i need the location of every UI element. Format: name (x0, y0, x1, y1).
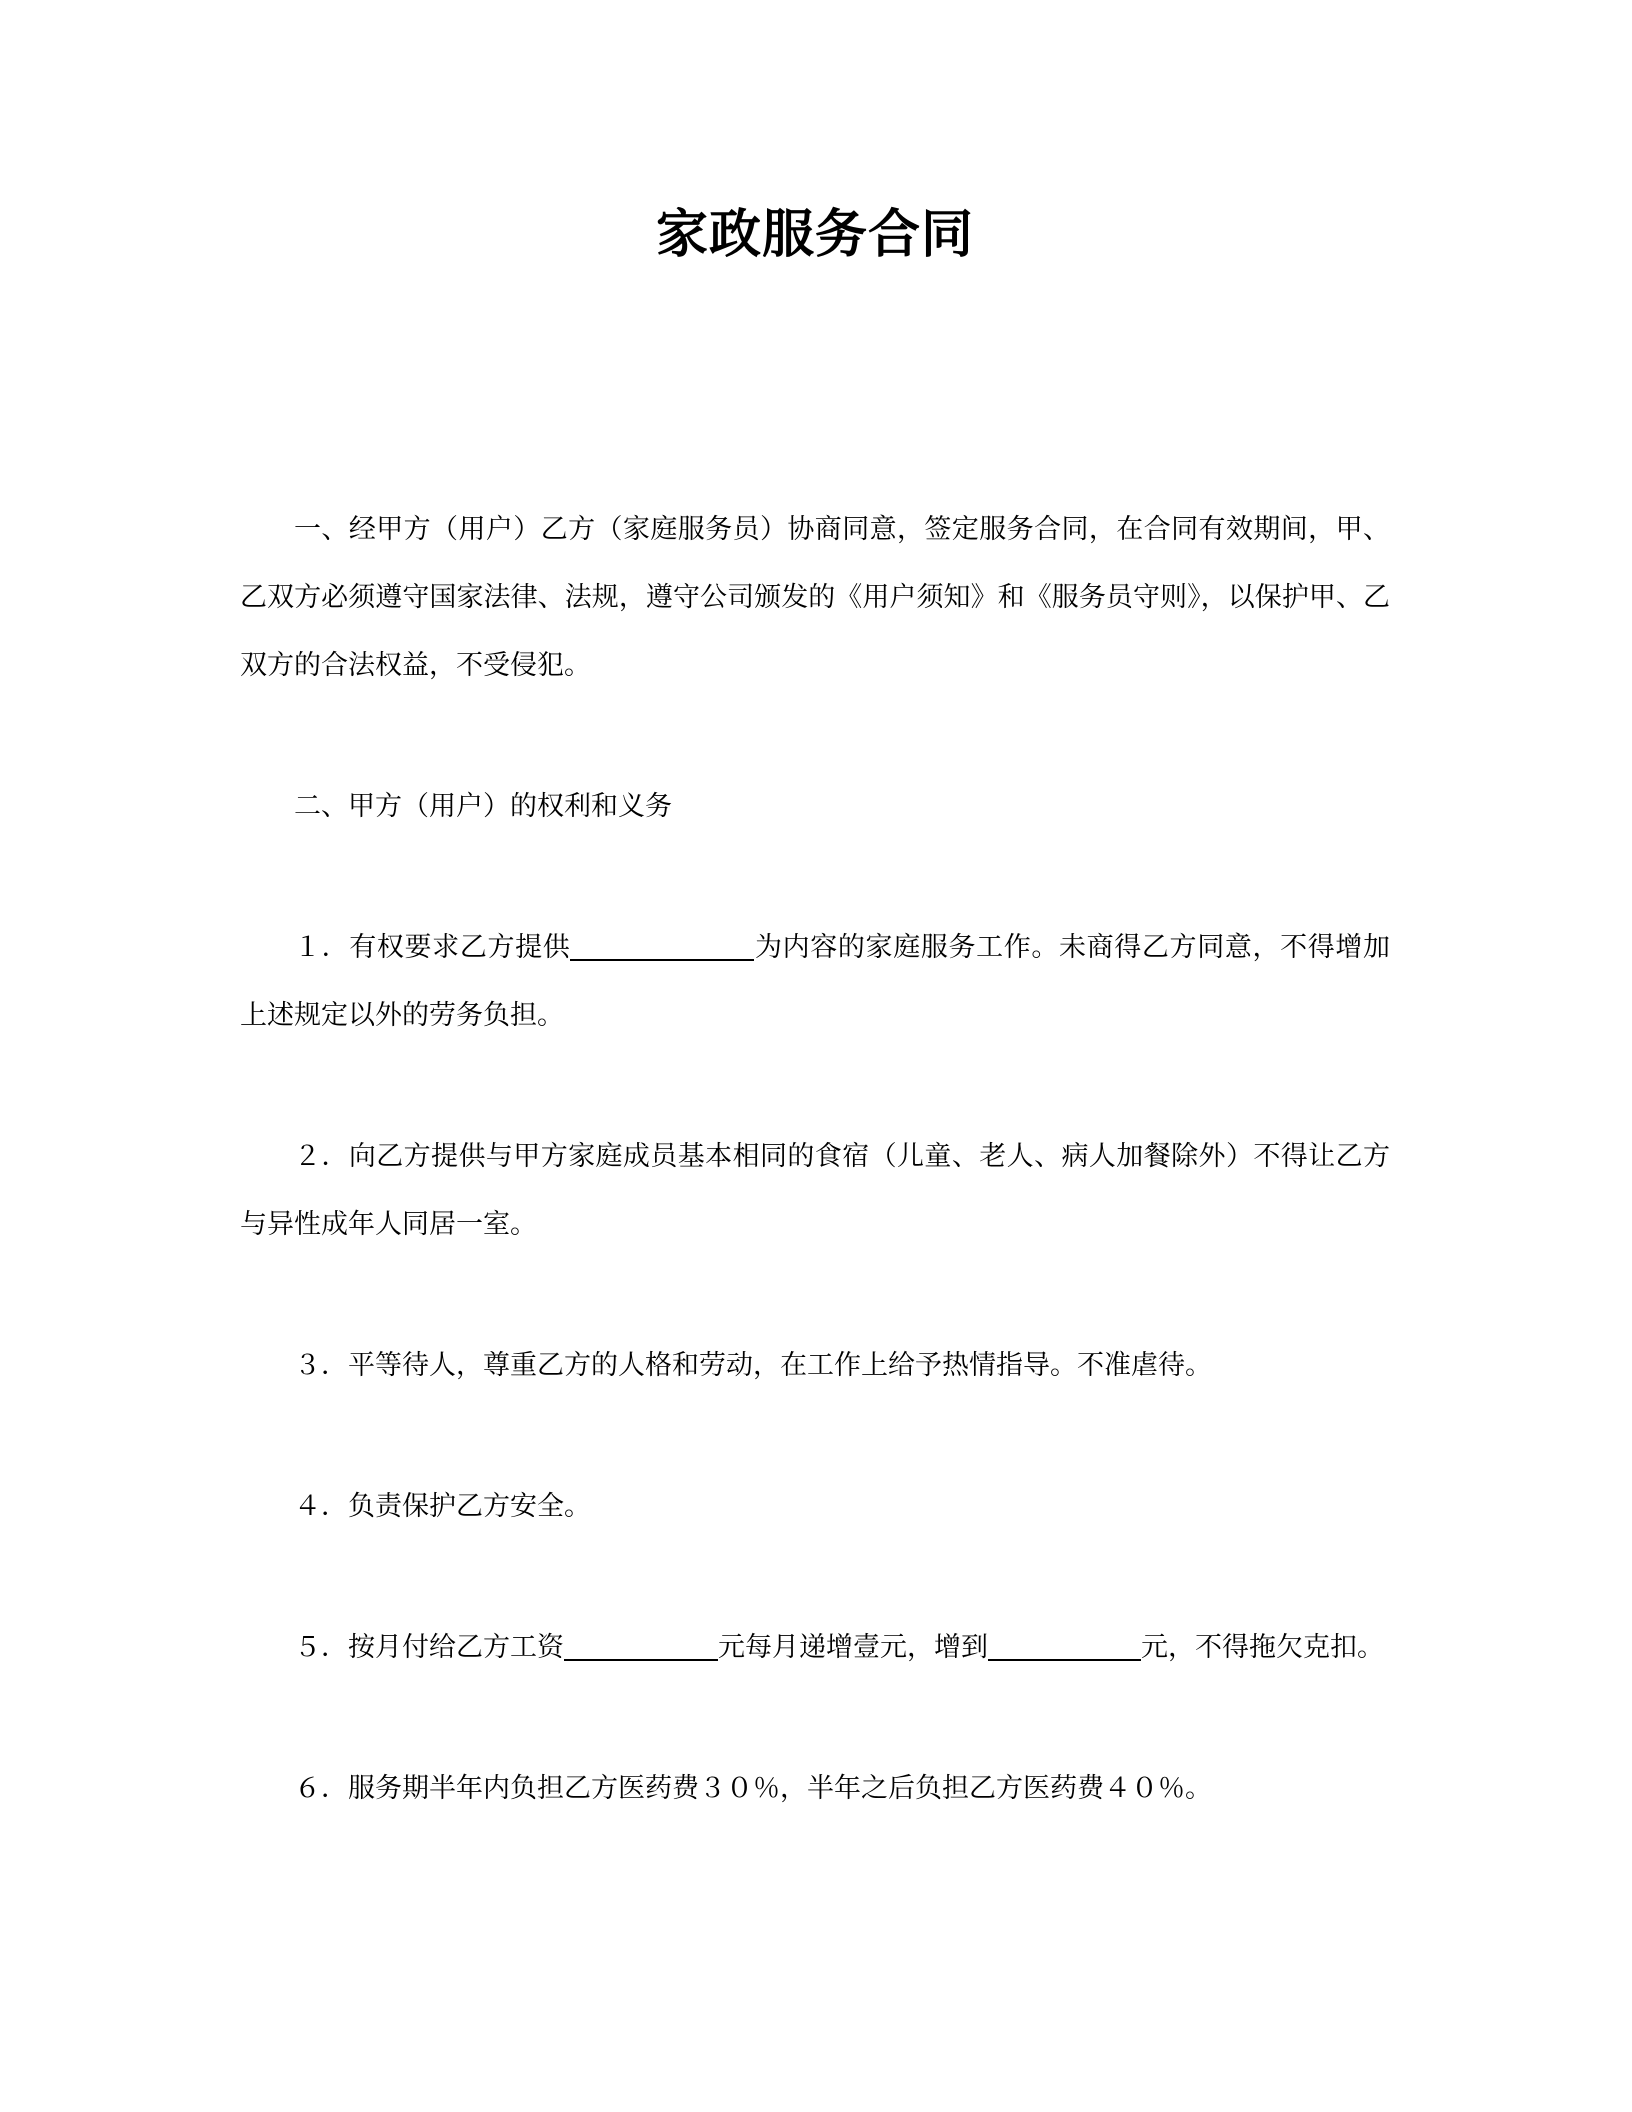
paragraph-clause-5 (240, 1613, 1390, 1681)
paragraph-clause-3 (240, 1331, 1390, 1399)
fill-in-blank (564, 1633, 718, 1661)
text-run: ２．向乙方提供与甲方家庭成员基本相同的食宿（儿童、老人、病人加餐除外）不得让乙方与异性成年人同居一室。 (240, 1141, 1390, 1239)
contract-body (240, 495, 1390, 1822)
text-run: ６．服务期半年内负担乙方医药费３０％，半年之后负担乙方医药费４０％。 (294, 1773, 1212, 1803)
paragraph-section-2-heading (240, 772, 1390, 840)
paragraph-clause-6 (240, 1754, 1390, 1822)
paragraph-preamble (240, 495, 1390, 699)
paragraph-clause-4 (240, 1472, 1390, 1540)
text-run: １．有权要求乙方提供 (294, 932, 571, 962)
text-run: 一、经甲方（用户）乙方（家庭服务员）协商同意，签定服务合同，在合同有效期间，甲、乙双方必须遵守国家法律、法规，遵守公司颁发的《用户须知》和《服务员守则》，以保护甲、乙双方的合法权益，不受侵犯。 (240, 514, 1390, 680)
text-run: 二、甲方（用户）的权利和义务 (294, 791, 672, 821)
text-run: 为内容的家庭服务工作。未商得乙方同意，不得增加上述规定以外的劳务负担。 (240, 932, 1391, 1030)
text-run: 元每月递增壹元，增到 (718, 1632, 988, 1662)
text-run: ３．平等待人，尊重乙方的人格和劳动，在工作上给予热情指导。不准虐待。 (294, 1350, 1212, 1380)
text-run: 元，不得拖欠克扣。 (1141, 1632, 1384, 1662)
text-run: ４．负责保护乙方安全。 (294, 1491, 591, 1521)
fill-in-blank (570, 933, 754, 961)
paragraph-clause-1 (240, 913, 1390, 1049)
paragraph-clause-2 (240, 1122, 1390, 1258)
text-run: ５．按月付给乙方工资 (294, 1632, 564, 1662)
fill-in-blank (988, 1633, 1141, 1661)
document-title: 家政服务合同 (655, 206, 974, 264)
